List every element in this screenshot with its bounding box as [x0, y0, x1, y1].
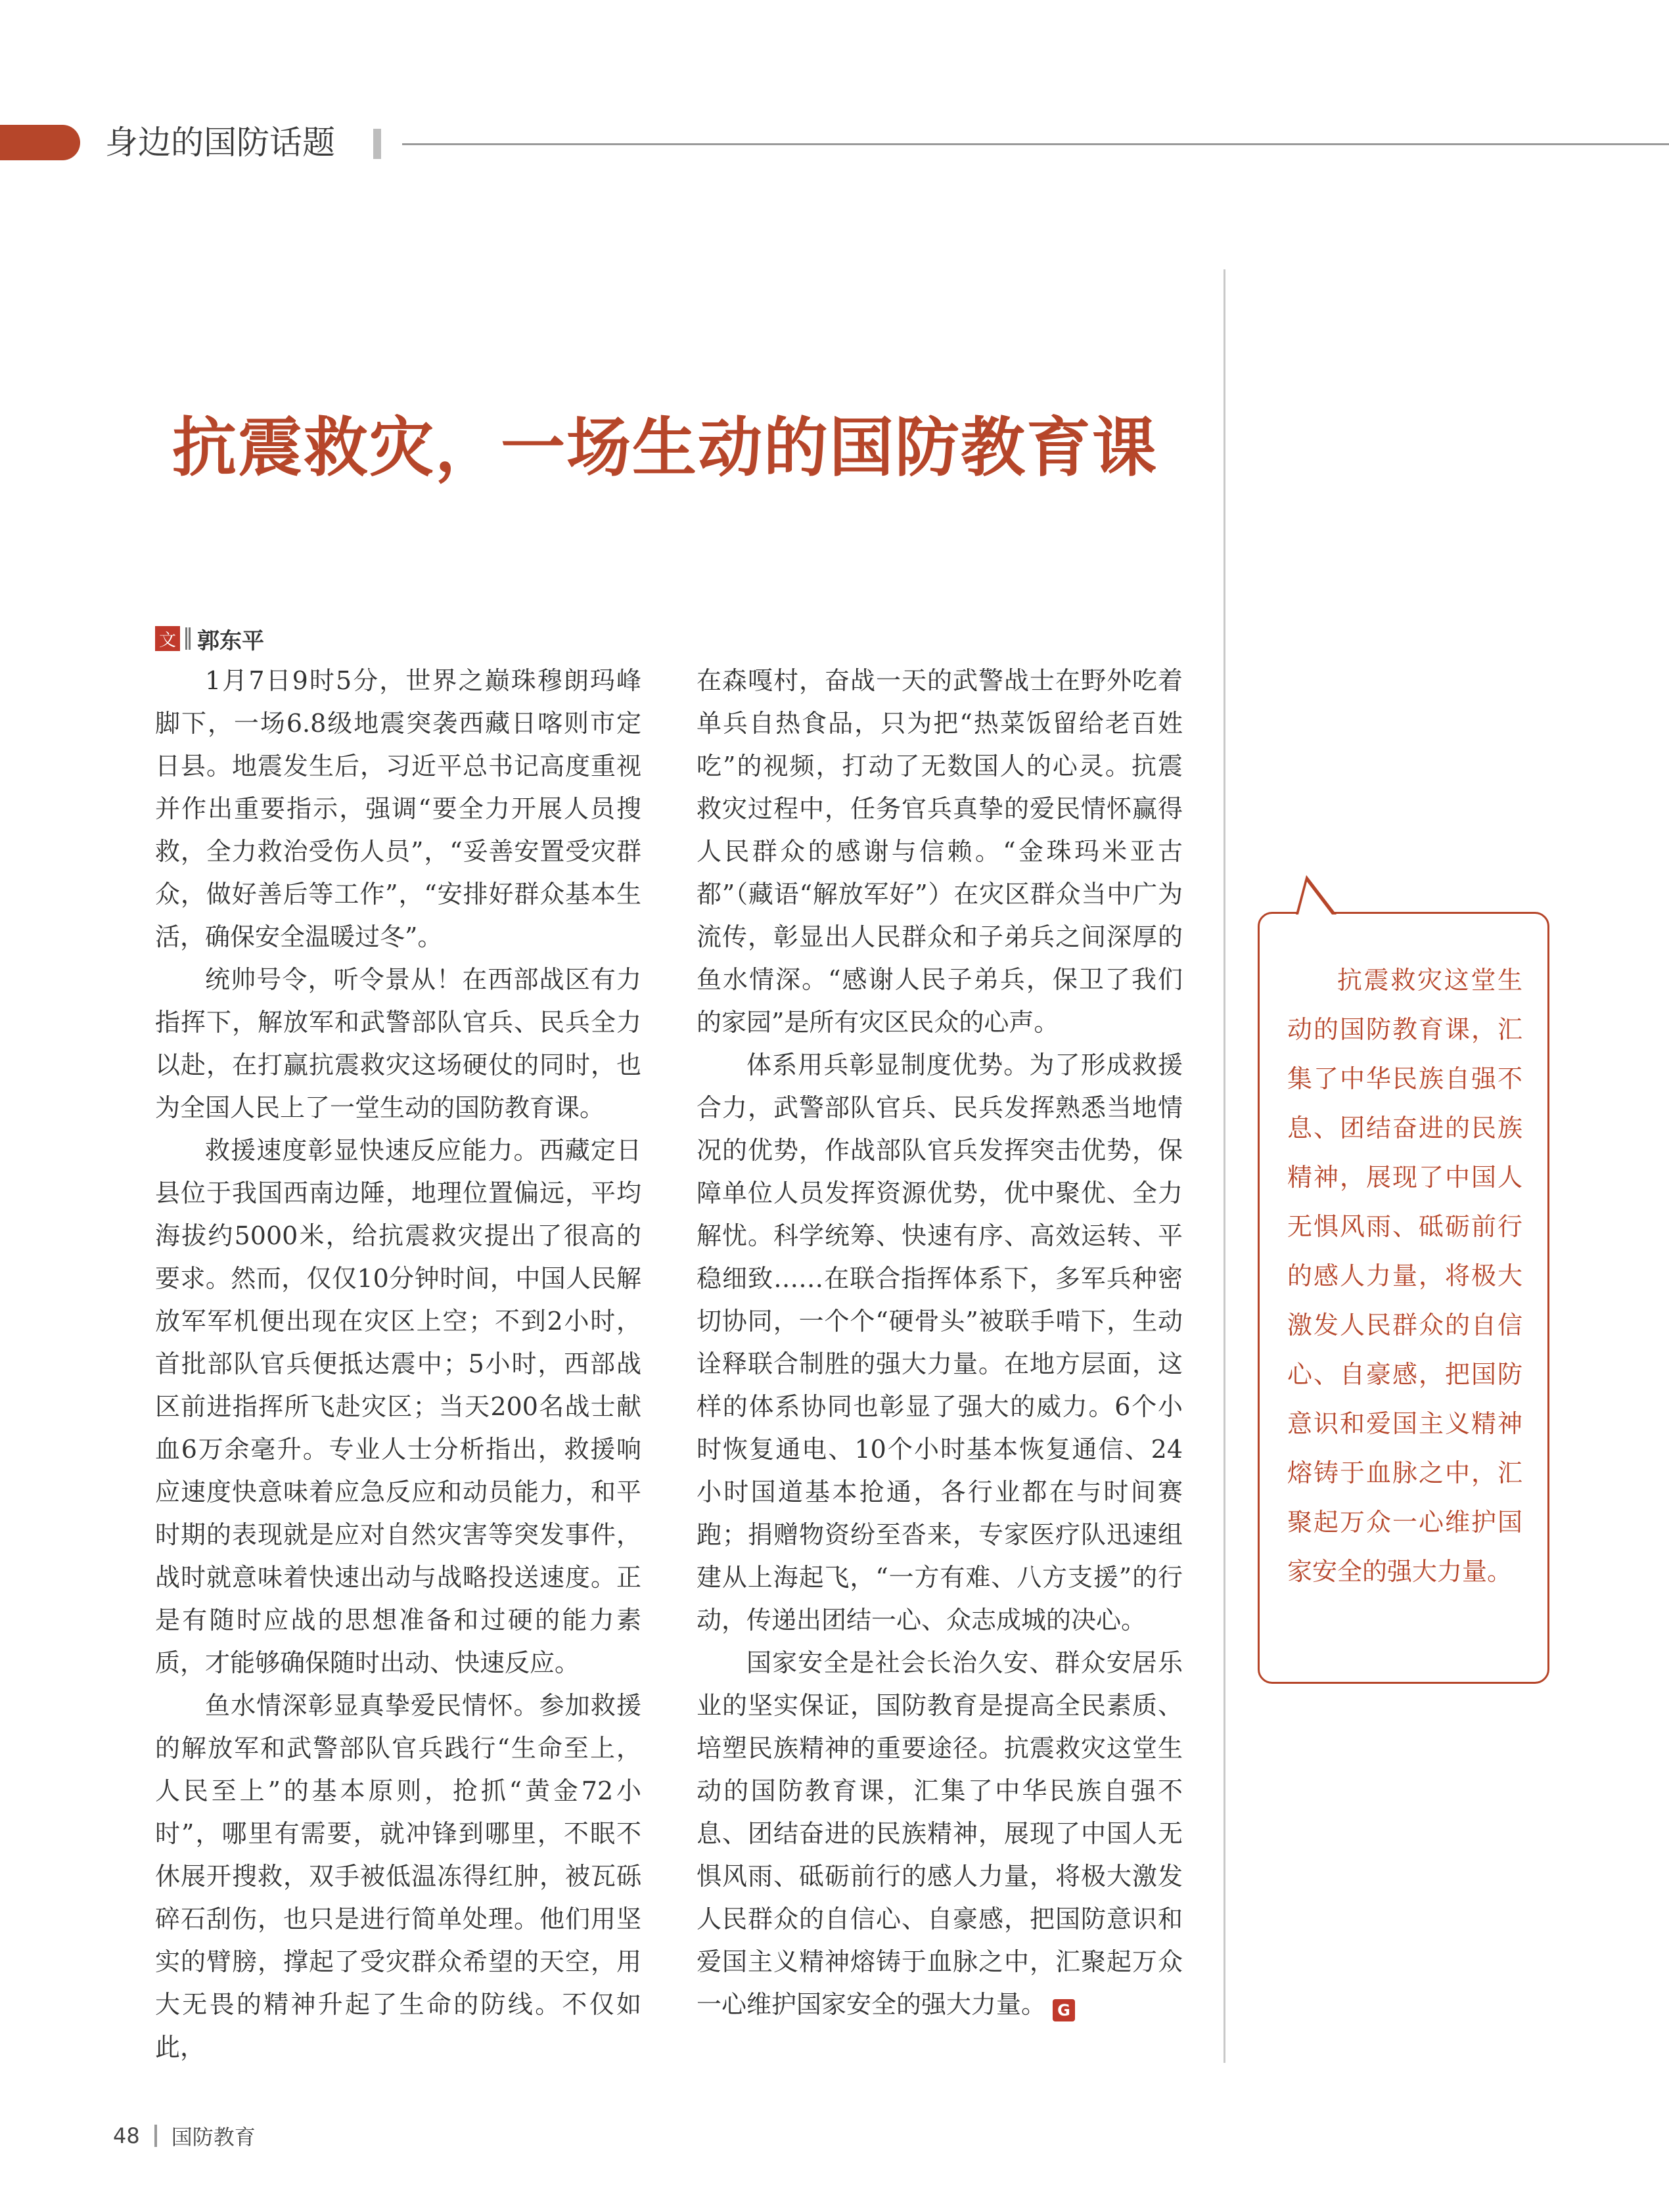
article-column-right: [697, 660, 1183, 2026]
article-column-left: [155, 660, 641, 2069]
pull-quote-text: 抗震救灾这堂生动的国防教育课，汇集了中华民族自强不息、团结奋进的民族精神，展现了中国人无惧风雨、砥砺前行的感人力量，将极大激发人民群众的自信心、自豪感，把国防意识和爱国主义精神熔铸于血脉之中，汇聚起万众一心维护国家安全的强大力量。: [1287, 966, 1522, 1586]
byline-separator: [185, 627, 191, 650]
end-mark-icon: G: [1053, 1999, 1075, 2021]
paragraph-continued: 在森嘎村，奋战一天的武警战士在野外吃着单兵自热食品，只为把“热菜饭留给老百姓吃”的视频，打动了无数国人的心灵。抗震救灾过程中，任务官兵真挚的爱民情怀赢得人民群众的感谢与信赖。“金珠玛米亚古都”（藏语“解放军好”）在灾区群众当中广为流传，彰显出人民群众和子弟兵之间深厚的鱼水情深。“感谢人民子弟兵，保卫了我们的家园”是所有灾区民众的心声。: [697, 666, 1183, 1037]
paragraph: 救援速度彰显快速反应能力。西藏定日县位于我国西南边陲，地理位置偏远，平均海拔约5000米，给抗震救灾提出了很高的要求。然而，仅仅10分钟时间，中国人民解放军军机便出现在灾区上空；不到2小时，首批部队官兵便抵达震中；5小时，西部战区前进指挥所飞赴灾区；当天200名战士献血6万余毫升。专业人士分析指出，救援响应速度快意味着应急反应和动员能力，和平时期的表现就是应对自然灾害等突发事件，战时就意味着快速出动与战略投送速度。正是有随时应战的思想准备和过硬的能力素质，才能够确保随时出动、快速反应。: [155, 1136, 641, 1677]
byline: [155, 624, 264, 653]
author-name: 郭东平: [197, 627, 264, 654]
magazine-name: 国防教育: [171, 2125, 256, 2150]
footer-separator: [154, 2125, 157, 2147]
section-title-bar: [373, 129, 381, 159]
article-title: 抗震救灾，一场生动的国防教育课: [172, 411, 1158, 485]
paragraph-final: [697, 1642, 1183, 2026]
paragraph: 体系用兵彰显制度优势。为了形成救援合力，武警部队官兵、民兵发挥熟悉当地情况的优势，作战部队官兵发挥突击优势，保障单位人员发挥资源优势，优中聚优、全力解忧。科学统筹、快速有序、高效运转、平稳细致……在联合指挥体系下，多军兵种密切协同，一个个“硬骨头”被联手啃下，生动诠释联合制胜的强大力量。在地方层面，这样的体系协同也彰显了强大的威力。6个小时恢复通电、10个小时基本恢复通信、24小时国道基本抢通，各行业都在与时间赛跑；捐赠物资纷至沓来，专家医疗队迅速组建从上海起飞，“一方有难、八方支援”的行动，传递出团结一心、众志成城的决心。: [697, 1050, 1183, 1635]
sidebar-divider: [1223, 269, 1225, 2063]
header-rule: [402, 143, 1669, 145]
paragraph: 1月7日9时5分，世界之巅珠穆朗玛峰脚下，一场6.8级地震突袭西藏日喀则市定日县。地震发生后，习近平总书记高度重视并作出重要指示，强调“要全力开展人员搜救，全力救治受伤人员”，“妥善安置受灾群众，做好善后等工作”，“安排好群众基本生活，确保安全温暖过冬”。: [155, 666, 641, 951]
section-tab-marker: [0, 125, 80, 160]
pull-quote-box: [1258, 912, 1549, 1684]
page-footer: [113, 2121, 256, 2151]
paragraph: 统帅号令，听令景从！在西部战区有力指挥下，解放军和武警部队官兵、民兵全力以赴，在打赢抗震救灾这场硬仗的同时，也为全国人民上了一堂生动的国防教育课。: [155, 965, 641, 1122]
byline-icon: 文: [155, 626, 180, 651]
section-title: 身边的国防话题: [105, 124, 335, 162]
quote-tail-inner: [1298, 882, 1332, 914]
page-number: 48: [113, 2123, 140, 2148]
paragraph-final-text: 国家安全是社会长治久安、群众安居乐业的坚实保证，国防教育是提高全民素质、培塑民族精神的重要途径。抗震救灾这堂生动的国防教育课，汇集了中华民族自强不息、团结奋进的民族精神，展现了中国人无惧风雨、砥砺前行的感人力量，将极大激发人民群众的自信心、自豪感，把国防意识和爱国主义精神熔铸于血脉之中，汇聚起万众一心维护国家安全的强大力量。: [697, 1648, 1183, 2019]
paragraph: 鱼水情深彰显真挚爱民情怀。参加救援的解放军和武警部队官兵践行“生命至上，人民至上”的基本原则，抢抓“黄金72小时”，哪里有需要，就冲锋到哪里，不眠不休展开搜救，双手被低温冻得红肿，被瓦砾碎石刮伤，也只是进行简单处理。他们用坚实的臂膀，撑起了受灾群众希望的天空，用大无畏的精神升起了生命的防线。不仅如此，: [155, 1691, 641, 2062]
